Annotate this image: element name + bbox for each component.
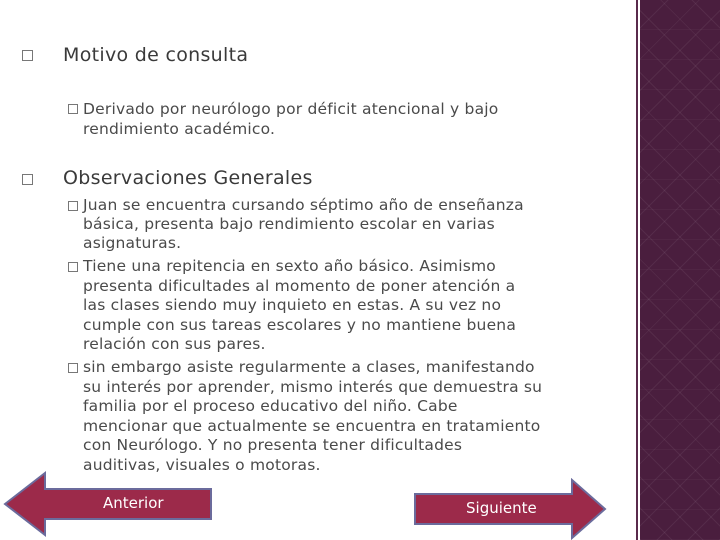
bullet-icon [68,363,78,373]
item-line: con Neurólogo. Y no presenta tener dificultades [83,436,463,454]
item-line: asignaturas. [83,234,182,252]
item-line: cumple con sus tareas escolares y no mantiene buena [83,316,517,334]
prev-button-label: Anterior [103,494,164,512]
item-line: mencionar que actualmente se encuentra en tratamiento [83,417,541,435]
item-line: familia por el proceso educativo del niño. Cabe [83,397,458,415]
item-line: su interés por aprender, mismo interés que demuestra su [83,378,543,396]
next-button[interactable] [412,478,608,540]
item-line: las clases siendo muy inquieto en estas. A su vez no [83,296,502,314]
bullet-icon [22,50,33,61]
next-button-label: Siguiente [466,499,537,517]
section-heading-observaciones: Observaciones Generales [63,167,313,189]
item-line: sin embargo asiste regularmente a clases, manifestando [83,358,535,376]
decorative-side-panel [640,0,720,540]
item-line: Derivado por neurólogo por déficit atencional y bajo [83,100,499,118]
item-line: auditivas, visuales o motoras. [83,456,321,474]
side-panel-divider [636,0,638,540]
item-line: Tiene una repitencia en sexto año básico. Asimismo [83,257,496,275]
item-line: relación con sus pares. [83,335,266,353]
bullet-icon [68,262,78,272]
item-line: presenta dificultades al momento de poner atención a [83,277,516,295]
item-line: Juan se encuentra cursando séptimo año de enseñanza [83,196,524,214]
bullet-icon [68,104,78,114]
item-line: rendimiento académico. [83,120,276,138]
section-heading-motivo: Motivo de consulta [63,44,249,66]
bullet-icon [22,174,33,185]
bullet-icon [68,201,78,211]
prev-button[interactable] [3,470,215,538]
item-line: básica, presenta bajo rendimiento escolar en varias [83,215,495,233]
